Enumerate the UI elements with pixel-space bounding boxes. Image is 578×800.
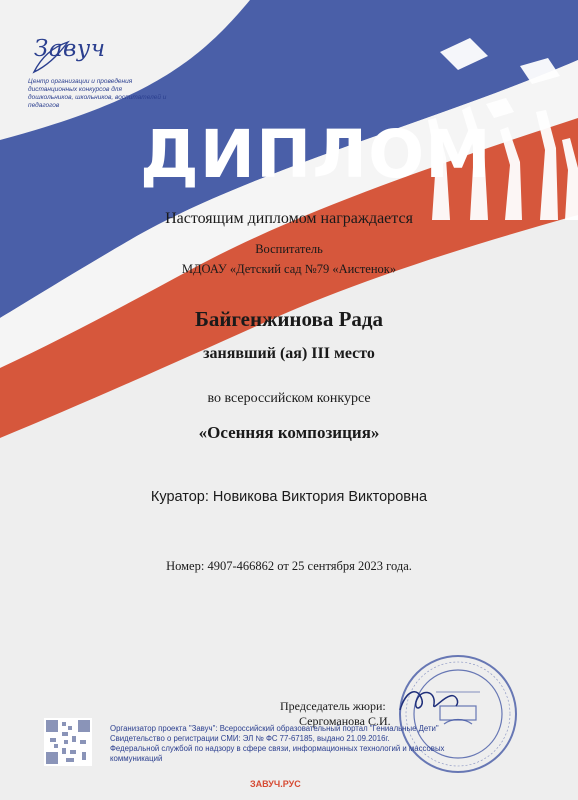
- jury-chair-label: Председатель жюри:: [280, 699, 386, 713]
- contest-line: во всероссийском конкурсе: [207, 391, 371, 406]
- recipient-name: Байгенжинова Рада: [194, 307, 384, 331]
- registration-line: Свидетельство о регистрации СМИ: ЭЛ № ФС 77-67185, выдано 21.09.2016г.: [110, 734, 390, 743]
- diploma-title: ДИПЛОМ: [140, 116, 492, 193]
- organizer-line: Организатор проекта "Завуч": Всероссийский образовательный портал "Гениальные Дети": [110, 724, 439, 733]
- recipient-organization: МДОАУ «Детский сад №79 «Аистенок»: [181, 262, 397, 276]
- organizer-info: [110, 724, 450, 764]
- awarded-line: Настоящим дипломом награждается: [165, 210, 413, 227]
- qr-code: [44, 718, 92, 766]
- logo-tagline: Центр организации и проведения дистанционных конкурсов для дошкольников, школьников, воспитателей и педагогов: [28, 78, 167, 109]
- site-link[interactable]: ЗАВУЧ.РУС: [250, 779, 301, 789]
- jury-chair-name: Сергоманова С.И.: [299, 714, 391, 728]
- recipient-position: Воспитатель: [255, 242, 323, 256]
- quill-icon: [30, 40, 70, 74]
- chair-signature: [396, 680, 466, 720]
- logo-brand: Завуч: [34, 36, 106, 62]
- curator: Куратор: Новикова Виктория Викторовна: [150, 489, 428, 505]
- award-place: занявший (ая) III место: [203, 345, 375, 362]
- contest-name: «Осенняя композиция»: [198, 423, 380, 442]
- diploma-number: Номер: 4907-466862 от 25 сентября 2023 года.: [166, 559, 412, 573]
- authority-line: Федеральной службой по надзору в сфере связи, информационных технологий и массовых коммуникаций: [110, 744, 445, 763]
